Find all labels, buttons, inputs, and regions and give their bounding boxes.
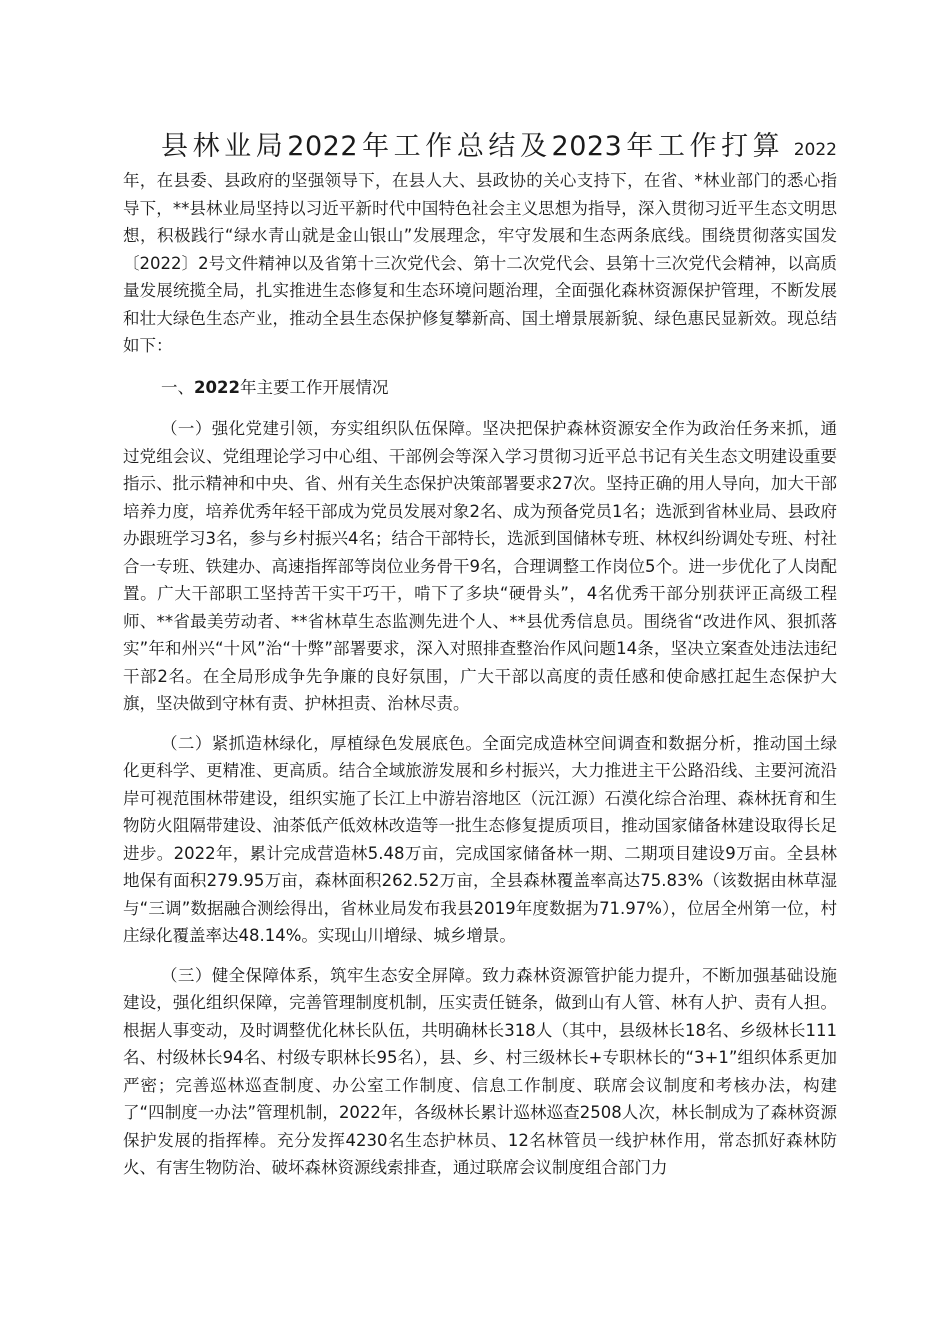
heading-prefix: 一、 — [161, 377, 194, 397]
section-heading-1 — [123, 374, 837, 402]
document-title-tail: 2022 — [793, 140, 837, 160]
section-paragraph-3: （三）健全保障体系，筑牢生态安全屏障。致力森林资源管护能力提升，不断加强基础设施建设，强化组织保障，完善管理制度机制，压实责任链条，做到山有人管、林有人护、责有人担。根据人事变动，及时调整优化林长队伍，共明确林长318人（其中，县级林长18名、乡级林长111名、村级林长94名、村级专职林长95名），县、乡、村三级林长+专职林长的“3+1”组织体系更加严密；完善巡林巡查制度、办公室工作制度、信息工作制度、联席会议制度和考核办法，构建了“四制度一办法”管理机制，2022年，各级林长累计巡林巡查2508人次，林长制成为了森林资源保护发展的指挥棒。充分发挥4230名生态护林员、12名林管员一线护林作用，常态抓好森林防火、有害生物防治、破坏森林资源线索排查，通过联席会议制度组合部门力 — [123, 965, 837, 1177]
document-title-line — [123, 130, 837, 167]
intro-paragraph: 年，在县委、县政府的坚强领导下，在县人大、县政协的关心支持下，在省、*林业部门的悉心指导下，**县林业局坚持以习近平新时代中国特色社会主义思想为指导，深入贯彻习近平生态文明思想，积极践行“绿水青山就是金山银山”发展理念，牢守发展和生态两条底线。围绕贯彻落实国发〔2022〕2号文件精神以及省第十三次党代会、第十二次党代会、县第十三次党代会精神，以高质量发展统揽全局，扎实推进生态修复和生态环境问题治理，全面强化森林资源保护管理，不断发展和壮大绿色生态产业，推动全县生态保护修复攀新高、国土增景展新貌、绿色惠民显新效。现总结如下： — [123, 171, 837, 355]
section-paragraph-1: （一）强化党建引领，夯实组织队伍保障。坚决把保护森林资源安全作为政治任务来抓，通过党组会议、党组理论学习中心组、干部例会等深入学习贯彻习近平总书记有关生态文明建设重要指示、批示精神和中央、省、州有关生态保护决策部署要求27次。坚持正确的用人导向，加大干部培养力度，培养优秀年轻干部成为党员发展对象2名、成为预备党员1名；选派到省林业局、县政府办跟班学习3名，参与乡村振兴4名；结合干部特长，选派到国储林专班、林权纠纷调处专班、村社合一专班、铁建办、高速指挥部等岗位业务骨干9名，合理调整工作岗位5个。进一步优化了人岗配置。广大干部职工坚持苦干实干巧干，啃下了多块“硬骨头”，4名优秀干部分别获评正高级工程师、**省最美劳动者、**省林草生态监测先进个人、**县优秀信息员。围绕省“改进作风、狠抓落实”年和州兴“十风”治“十弊”部署要求，深入对照排查整治作风问题14条，坚决立案查处违法违纪干部2名。在全局形成争先争廉的良好氛围，广大干部以高度的责任感和使命感扛起生态保护大旗，坚决做到守林有责、护林担责、治林尽责。 — [123, 419, 837, 713]
document-title: 县林业局2022年工作总结及2023年工作打算 — [161, 131, 785, 162]
document-page — [123, 130, 837, 1194]
heading-rest: 年主要工作开展情况 — [239, 377, 389, 397]
section-paragraph-2: （二）紧抓造林绿化，厚植绿色发展底色。全面完成造林空间调查和数据分析，推动国土绿化更科学、更精准、更高质。结合全域旅游发展和乡村振兴，大力推进主干公路沿线、主要河流沿岸可视范围林带建设，组织实施了长江上中游岩溶地区（沅江源）石漠化综合治理、森林抚育和生物防火阻隔带建设、油茶低产低效林改造等一批生态修复提质项目，推动国家储备林建设取得长足进步。2022年，累计完成营造林5.48万亩，完成国家储备林一期、二期项目建设9万亩。全县林地保有面积279.95万亩，森林面积262.52万亩，全县森林覆盖率高达75.83%（该数据由林草湿与“三调”数据融合测绘得出，省林业局发布我县2019年度数据为71.97%），位居全州第一位，村庄绿化覆盖率达48.14%。实现山川增绿、城乡增景。 — [123, 733, 837, 945]
heading-year: 2022 — [194, 377, 240, 397]
